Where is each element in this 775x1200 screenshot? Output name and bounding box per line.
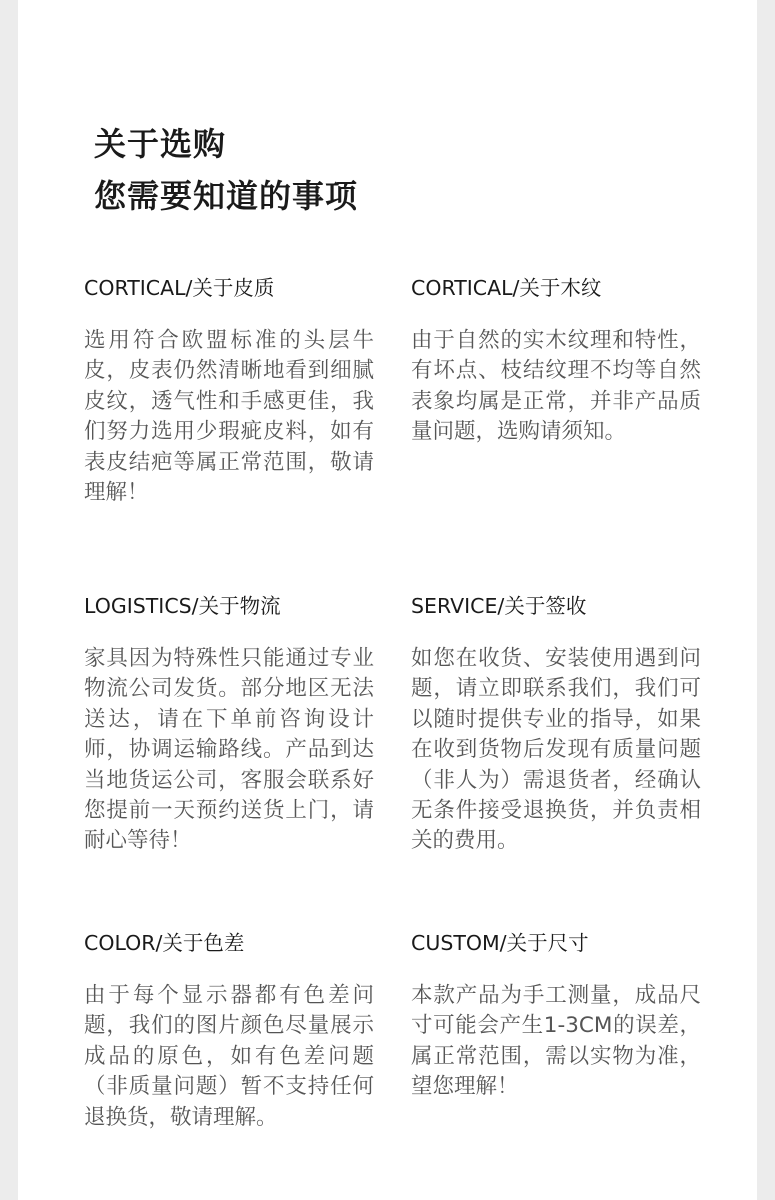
section-custom-size <box>411 929 701 1103</box>
section-wood-grain <box>411 274 701 448</box>
section-service <box>411 592 701 857</box>
section-logistics <box>84 592 374 857</box>
section-title: LOGISTICS/关于物流 <box>84 594 281 618</box>
page-title-line-2: 您需要知道的事项 <box>94 177 359 215</box>
page-title-line-1: 关于选购 <box>94 125 227 163</box>
section-leather <box>84 274 374 508</box>
section-body: 选用符合欧盟标准的头层牛皮，皮表仍然清晰地看到细腻皮纹，透气性和手感更佳，我们努力选用少瑕疵皮料，如有表皮结疤等属正常范围，敬请理解！ <box>84 328 374 506</box>
section-title: SERVICE/关于签收 <box>411 594 587 618</box>
section-title: CORTICAL/关于木纹 <box>411 276 602 300</box>
section-title: COLOR/关于色差 <box>84 931 245 955</box>
section-body: 本款产品为手工测量，成品尺寸可能会产生1-3CM的误差，属正常范围，需以实物为准，望您理解！ <box>411 983 701 1100</box>
page-title <box>94 118 358 222</box>
section-body: 由于每个显示器都有色差问题，我们的图片颜色尽量展示成品的原色，如有色差问题（非质量问题）暂不支持任何退换货，敬请理解。 <box>84 983 374 1130</box>
section-body: 由于自然的实木纹理和特性，有坏点、枝结纹理不均等自然表象均属是正常，并非产品质量问题，选购请须知。 <box>411 328 701 445</box>
section-title: CORTICAL/关于皮质 <box>84 276 275 300</box>
section-color <box>84 929 374 1133</box>
section-body: 如您在收货、安装使用遇到问题，请立即联系我们，我们可以随时提供专业的指导，如果在收到货物后发现有质量问题（非人为）需退货者，经确认无条件接受退换货，并负责相关的费用。 <box>411 646 701 854</box>
info-page <box>18 0 757 1200</box>
section-body: 家具因为特殊性只能通过专业物流公司发货。部分地区无法送达，请在下单前咨询设计师，协调运输路线。产品到达当地货运公司，客服会联系好您提前一天预约送货上门，请耐心等待！ <box>84 646 374 854</box>
section-title: CUSTOM/关于尺寸 <box>411 931 589 955</box>
